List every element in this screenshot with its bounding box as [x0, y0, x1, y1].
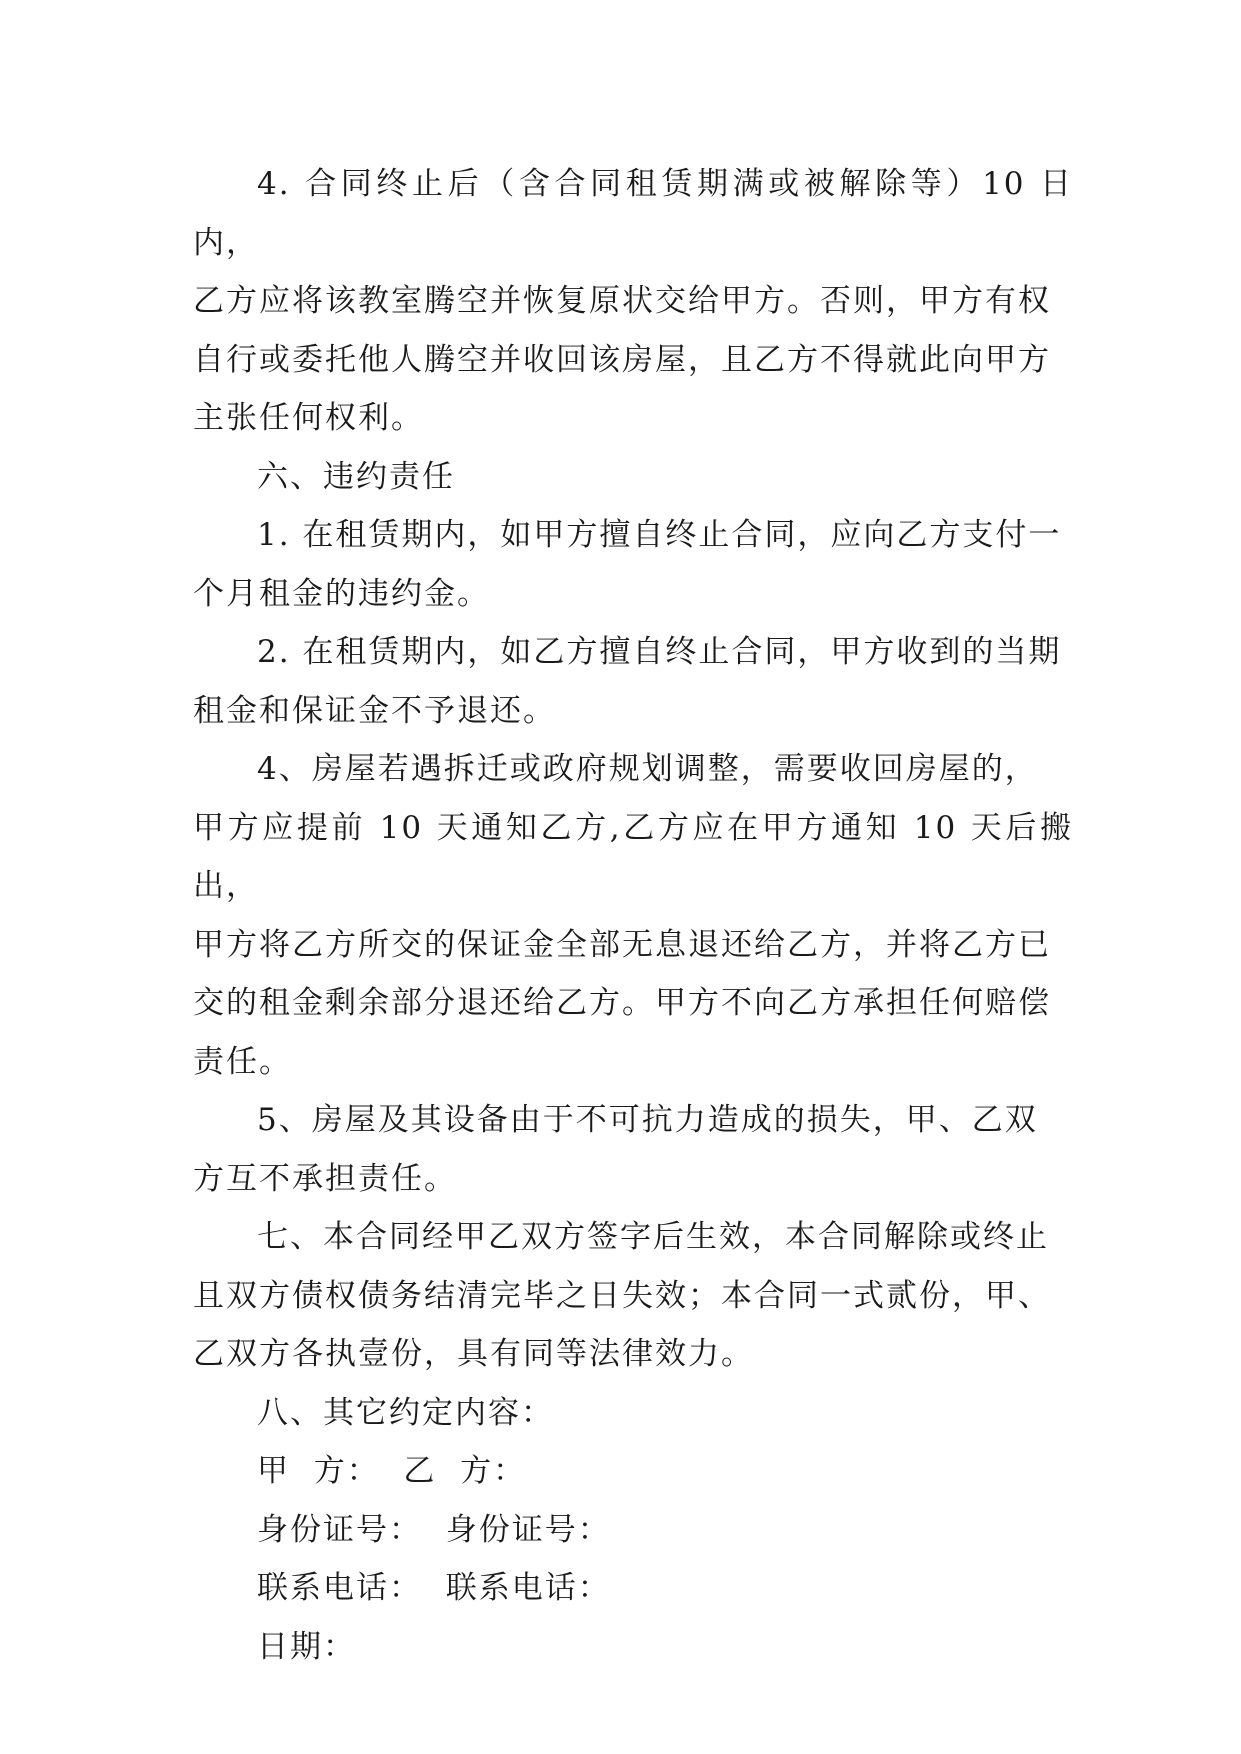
text-line: 自行或委托他人腾空并收回该房屋，且乙方不得就此向甲方 [193, 341, 1051, 378]
text-line: 主张任何权利。 [193, 400, 424, 436]
section-heading-other [193, 1384, 1073, 1443]
text-line: 方互不承担责任。 [193, 1160, 457, 1197]
paragraph-breach-party-b [193, 623, 1073, 740]
id-number-line: 身份证号： 身份证号： [257, 1511, 611, 1548]
phone-line: 联系电话： 联系电话： [257, 1570, 611, 1606]
document-page [193, 155, 1073, 1676]
text-line: 七、本合同经甲乙双方签字后生效，本合同解除或终止 [257, 1219, 1049, 1255]
paragraph-force-majeure [193, 1091, 1073, 1208]
paragraph-effectiveness [193, 1208, 1073, 1384]
text-line: 责任。 [193, 1043, 292, 1080]
section-heading: 六、违约责任 [257, 458, 455, 495]
text-line: 且双方债权债务结清完毕之日失效；本合同一式贰份，甲、 [193, 1277, 1051, 1314]
text-line: 2. 在租赁期内，如乙方擅自终止合同，甲方收到的当期 [257, 634, 1062, 670]
text-line: 5、房屋及其设备由于不可抗力造成的损失，甲、乙双 [257, 1102, 1038, 1138]
section-heading-breach [193, 448, 1073, 507]
text-line: 4、房屋若遇拆迁或政府规划调整，需要收回房屋的， [257, 751, 1038, 787]
text-line: 1. 在租赁期内，如甲方擅自终止合同，应向乙方支付一 [257, 517, 1062, 553]
text-line: 个月租金的违约金。 [193, 575, 490, 612]
paragraph-demolition [193, 740, 1073, 1091]
date-line: 日期： [257, 1628, 356, 1665]
text-line: 甲方应提前 10 天通知乙方,乙方应在甲方通知 10 天后搬出， [193, 809, 1073, 904]
text-line: 乙方应将该教室腾空并恢复原状交给甲方。否则，甲方有权 [193, 283, 1051, 319]
section-heading: 八、其它约定内容： [257, 1394, 554, 1431]
text-line: 交的租金剩余部分退还给乙方。甲方不向乙方承担任何赔偿 [193, 985, 1051, 1021]
paragraph-termination-clause [193, 155, 1073, 448]
party-names-line: 甲 方： 乙 方： [257, 1453, 527, 1489]
text-line: 4. 合同终止后（含合同租赁期满或被解除等）10 日内， [193, 166, 1073, 261]
text-line: 甲方将乙方所交的保证金全部无息退还给乙方，并将乙方已 [193, 926, 1051, 963]
signature-block [193, 1442, 1073, 1676]
text-line: 租金和保证金不予退还。 [193, 692, 556, 729]
text-line: 乙双方各执壹份，具有同等法律效力。 [193, 1336, 754, 1372]
paragraph-breach-party-a [193, 506, 1073, 623]
